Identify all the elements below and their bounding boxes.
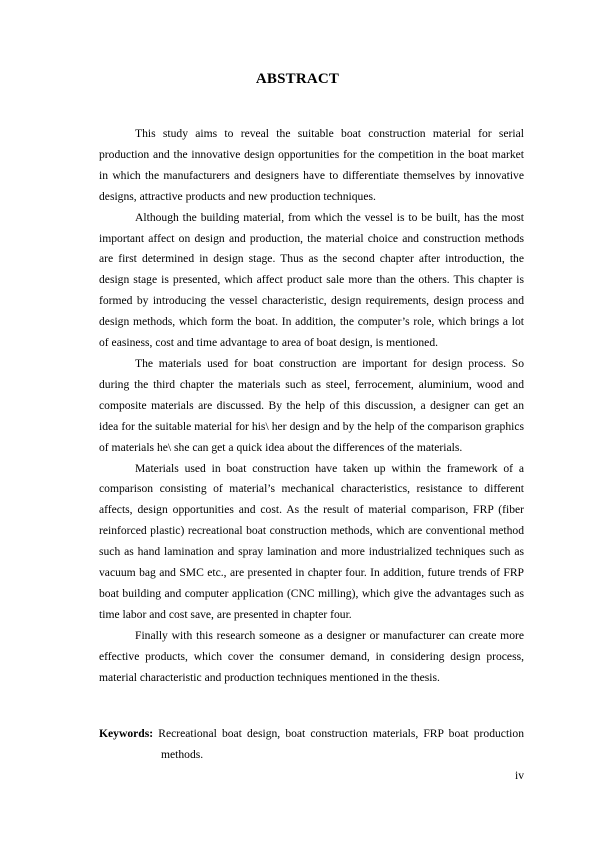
- abstract-title: ABSTRACT: [255, 71, 340, 87]
- abstract-paragraph-1: This study aims to reveal the suitable boat construction material for serial production and the innovative design opportunities for the competition in the boat market in which the manufacturers and designers have to differentiate themselves by innovative designs, attractive products and new production techniques.: [99, 127, 524, 203]
- abstract-paragraph-4: Materials used in boat construction have taken up within the framework of a comparison consisting of material’s mechanical characteristics, resistance to different affects, design opportunities and cost. As the result of material comparison, FRP (fiber reinforced plastic) recreational boat construction methods, which are conventional method such as hand lamination and spray lamination and more industrialized techniques such as vacuum bag and SMC etc., are presented in chapter four. In addition, future trends of FRP boat building and computer application (CNC milling), which give the advantages such as time labor and cost save, are presented in chapter four.: [99, 461, 524, 621]
- abstract-paragraph-3: The materials used for boat construction are important for design process. So during the third chapter the materials such as steel, ferrocement, aluminium, wood and composite materials are discussed. By the help of this discussion, a designer can get an idea for the suitable material for his\ her design and by the help of the comparison graphics of materials he\ she can get a quick idea about the differences of the materials.: [99, 356, 524, 454]
- abstract-body: [99, 124, 524, 688]
- abstract-paragraph-5: Finally with this research someone as a designer or manufacturer can create more effective products, which cover the consumer demand, in considering design process, material characteristic and production techniques mentioned in the thesis.: [99, 628, 524, 684]
- keywords-text: Recreational boat design, boat construction materials, FRP boat production methods.: [158, 727, 524, 761]
- page-number: iv: [514, 769, 524, 782]
- abstract-paragraph-2: Although the building material, from which the vessel is to be built, has the most important affect on design and production, the material choice and construction methods are first determined in design stage. Thus as the second chapter after introduction, the design stage is presented, which affect product sale more than the others. This chapter is formed by introducing the vessel characteristic, design requirements, design process and design methods, which form the boat. In addition, the computer’s role, which brings a lot of easiness, cost and time advantage to area of boat design, is mentioned.: [99, 210, 524, 350]
- keywords-section: [99, 724, 524, 766]
- keywords-label: Keywords:: [99, 727, 154, 740]
